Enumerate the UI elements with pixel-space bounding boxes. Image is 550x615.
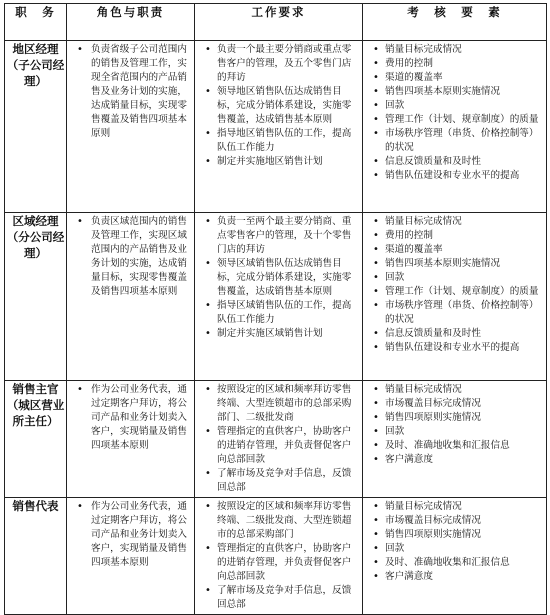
list-item: • 信息反馈质量和及时性 (365, 155, 542, 169)
header-role-duties: 角色与职责 (67, 4, 195, 41)
list-item: • 费用的控制 (365, 57, 542, 71)
list-item: • 销售队伍建设和专业水平的提高 (365, 341, 542, 355)
table-row (5, 213, 547, 381)
list-item: • 负责一个最主要分销商或重点零售客户的管理，及五个零售门店的拜访 (197, 43, 358, 85)
list-item: • 管理工作（计划、规章制度）的质量 (365, 285, 542, 299)
position-cell: 销售主官（城区营业所主任） (5, 381, 67, 498)
list-item: • 了解市场及竞争对手信息，反馈回总部 (197, 467, 358, 495)
list-item: • 作为公司业务代表，通过定期客户拜访，将公司产品和业务计划卖入客户，实现销量及销售四项基本原则 (69, 383, 190, 453)
table-row (5, 381, 547, 498)
header-assessment-factors: 考 核 要 素 (363, 4, 547, 41)
responsibilities-cell (67, 381, 195, 498)
list-item: • 回款 (365, 271, 542, 285)
list-item: • 及时、准确地收集和汇报信息 (365, 439, 542, 453)
list-item: • 作为公司业务代表，通过定期客户拜访，将公司产品和业务计划卖入客户，实现销量及销售四项基本原则 (69, 500, 190, 570)
header-work-requirements: 工作要求 (195, 4, 363, 41)
kpis-cell (363, 381, 547, 498)
list-item: • 指导区域销售队伍的工作，提高队伍工作能力 (197, 299, 358, 327)
list-item: • 市场覆盖目标完成情况 (365, 514, 542, 528)
responsibilities-cell (67, 498, 195, 615)
list-item: • 按照设定的区域和频率拜访零售终端、二级批发商、大型连锁超市的总部采购部门 (197, 500, 358, 542)
list-item: • 回款 (365, 425, 542, 439)
list-item: • 回款 (365, 542, 542, 556)
list-item: • 指导地区销售队伍的工作，提高队伍工作能力 (197, 127, 358, 155)
list-item: • 销售四项原则实施情况 (365, 411, 542, 425)
position-cell: 销售代表 (5, 498, 67, 615)
kpis-cell (363, 41, 547, 213)
list-item: • 销售队伍建设和专业水平的提高 (365, 169, 542, 183)
list-item: • 费用的控制 (365, 229, 542, 243)
list-item: • 回款 (365, 99, 542, 113)
list-item: • 领导地区销售队伍达成销售目标，完成分销体系建设，实施零售覆盖，达成销售基本原则 (197, 85, 358, 127)
list-item: • 制定并实施区域销售计划 (197, 327, 358, 341)
list-item: • 按照设定的区域和频率拜访零售终端、大型连锁超市的总部采购部门、二级批发商 (197, 383, 358, 425)
list-item: • 市场秩序管理（串货、价格控制等）的状况 (365, 127, 542, 155)
position-cell: 区域经理（分公司经理） (5, 213, 67, 381)
requirements-cell (195, 498, 363, 615)
list-item: • 领导区域销售队伍达成销售目标，完成分销体系建设，实施零售覆盖，达成销售基本原则 (197, 257, 358, 299)
list-item: • 市场覆盖目标完成情况 (365, 397, 542, 411)
list-item: • 负责省级子公司范围内的销售及管理工作，实现全省范围内的产品销售及业务计划的实施，达成销量目标，实现零售覆盖及销售四项基本原则 (69, 43, 190, 141)
list-item: • 渠道的覆盖率 (365, 243, 542, 257)
list-item: • 渠道的覆盖率 (365, 71, 542, 85)
job-responsibility-table (4, 3, 547, 615)
header-position: 职 务 (5, 4, 67, 41)
position-cell: 地区经理（子公司经理） (5, 41, 67, 213)
list-item: • 销售四项基本原则实施情况 (365, 85, 542, 99)
list-item: • 管理指定的直供客户，协助客户的进销存管理，并负责督促客户向总部回款 (197, 542, 358, 584)
list-item: • 负责一至两个最主要分销商、重点零售客户的管理，及十个零售门店的拜访 (197, 215, 358, 257)
list-item: • 负责区域范围内的销售及管理工作，实现区域范围内的产品销售及业务计划的实施，达成销量目标，实现零售覆盖及销售四项基本原则 (69, 215, 190, 299)
requirements-cell (195, 41, 363, 213)
responsibilities-cell (67, 41, 195, 213)
list-item: • 客户满意度 (365, 453, 542, 467)
table-header-row (5, 4, 547, 41)
list-item: • 销量目标完成情况 (365, 43, 542, 57)
list-item: • 及时、准确地收集和汇报信息 (365, 556, 542, 570)
list-item: • 销售四项基本原则实施情况 (365, 257, 542, 271)
kpis-cell (363, 213, 547, 381)
list-item: • 信息反馈质量和及时性 (365, 327, 542, 341)
list-item: • 管理工作（计划、规章制度）的质量 (365, 113, 542, 127)
list-item: • 了解市场及竞争对手信息，反馈回总部 (197, 584, 358, 612)
list-item: • 管理指定的直供客户，协助客户的进销存管理，并负责督促客户向总部回款 (197, 425, 358, 467)
kpis-cell (363, 498, 547, 615)
requirements-cell (195, 213, 363, 381)
list-item: • 销售四项原则实施情况 (365, 528, 542, 542)
responsibilities-cell (67, 213, 195, 381)
list-item: • 客户满意度 (365, 570, 542, 584)
list-item: • 销量目标完成情况 (365, 383, 542, 397)
list-item: • 销量目标完成情况 (365, 215, 542, 229)
list-item: • 销量目标完成情况 (365, 500, 542, 514)
table-row (5, 498, 547, 615)
list-item: • 制定并实施地区销售计划 (197, 155, 358, 169)
list-item: • 市场秩序管理（串货、价格控制等）的状况 (365, 299, 542, 327)
requirements-cell (195, 381, 363, 498)
table-row (5, 41, 547, 213)
